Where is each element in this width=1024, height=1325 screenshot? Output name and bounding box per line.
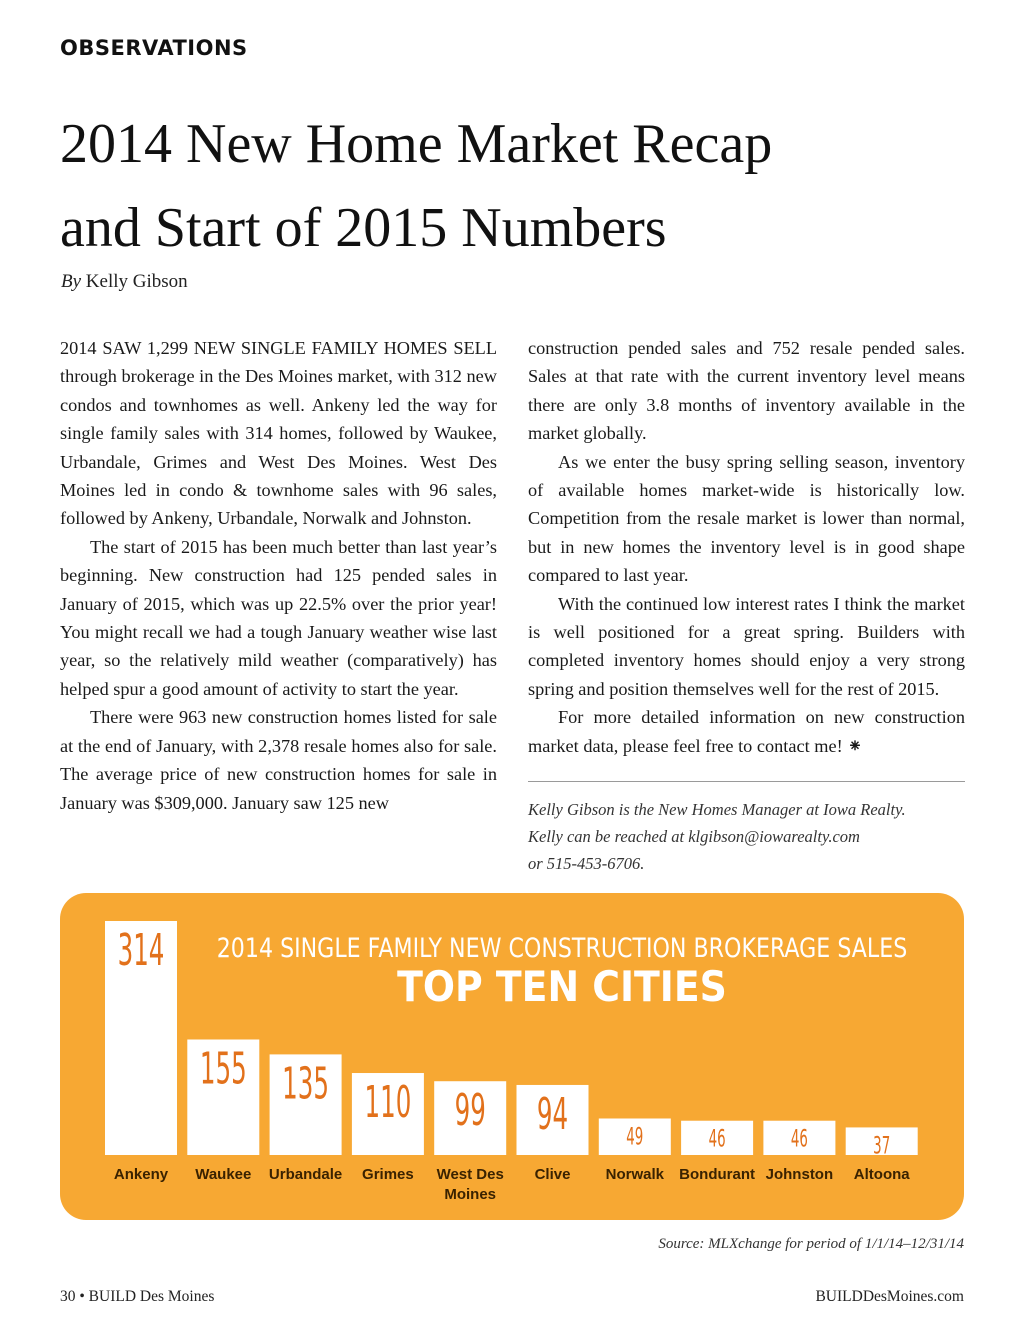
- byline: [61, 271, 188, 293]
- chart-title: 2014 SINGLE FAMILY NEW CONSTRUCTION BROKERAGE SALES: [216, 931, 908, 964]
- category-label: Altoona: [853, 1166, 910, 1183]
- byline-author: Kelly Gibson: [85, 271, 188, 292]
- category-label: Bondurant: [679, 1166, 756, 1183]
- headline-line-2: and Start of 2015 Numbers: [60, 197, 667, 259]
- article-paragraph: As we enter the busy spring selling season, inventory of available homes market-wide is historically low. Competition from the resale market is lower than normal, but in new homes the inventory level is in good shape compared to last year.: [528, 451, 965, 586]
- bio-divider: [528, 781, 965, 782]
- category-label: Johnston: [765, 1166, 834, 1183]
- bar-value-label: 99: [454, 1084, 486, 1137]
- category-label: Clive: [534, 1166, 571, 1183]
- bar-value-label: 135: [282, 1057, 330, 1110]
- article-paragraph: There were 963 new construction homes listed for sale at the end of January, with 2,378 resale homes also for sale. The average price of new construction homes for sale in January was $309,000. January saw 125 new: [60, 707, 497, 813]
- article-paragraph: 2014 SAW 1,299 NEW SINGLE FAMILY HOMES SELL through brokerage in the Des Moines market, with 312 new condos and townhomes as well. Ankeny led the way for single family sales with 314 homes, followed by Waukee, Urbandale, Grimes and West Des Moines. West Des Moines led in condo & townhome sales with 96 sales, followed by Ankeny, Urbandale, Norwalk and Johnston.: [60, 338, 497, 529]
- footer-website[interactable]: BUILDDesMoines.com: [815, 1288, 964, 1305]
- bio-line: or 515-453-6706.: [528, 854, 645, 873]
- category-label: West Des: [436, 1166, 504, 1183]
- bar-value-label: 110: [364, 1076, 412, 1128]
- category-label: Grimes: [362, 1166, 414, 1183]
- bar-value-label: 49: [626, 1121, 644, 1151]
- chart-source: Source: MLXchange for period of 1/1/14–12/31/14: [658, 1236, 964, 1252]
- article-paragraph: For more detailed information on new construction market data, please feel free to contact me! ⁕: [528, 707, 965, 756]
- category-label: Ankeny: [113, 1166, 169, 1183]
- sales-bar-chart: [60, 893, 964, 1220]
- bar-value-label: 46: [790, 1123, 808, 1153]
- bio-line[interactable]: Kelly can be reached at klgibson@iowarealty.com: [528, 827, 860, 846]
- article-headline: [60, 102, 960, 270]
- category-label: Norwalk: [605, 1166, 664, 1183]
- bar-value-label: 37: [873, 1130, 891, 1160]
- category-label: Waukee: [195, 1166, 252, 1183]
- bar-value-label: 94: [536, 1088, 569, 1140]
- bar-value-label: 314: [117, 924, 165, 976]
- headline-line-1: 2014 New Home Market Recap: [60, 113, 773, 175]
- footer-page-info: 30 • BUILD Des Moines: [60, 1288, 215, 1305]
- section-label: OBSERVATIONS: [60, 36, 248, 60]
- article-paragraph: construction pended sales and 752 resale pended sales. Sales at that rate with the current inventory level means there are only 3.8 months of inventory available in the market globally.: [528, 338, 965, 444]
- article-paragraph: The start of 2015 has been much better than last year’s beginning. New construction had 125 pended sales in January of 2015, which was up 22.5% over the prior year! You might recall we had a tough January weather wise last year, so the relatively mild weather (comparatively) has helped spur a good amount of activity to start the year.: [60, 536, 497, 699]
- article-column-left: [60, 334, 497, 817]
- author-bio: [528, 796, 965, 877]
- bio-line: Kelly Gibson is the New Homes Manager at Iowa Realty.: [528, 800, 906, 819]
- article-column-right: [528, 334, 965, 760]
- category-label: Moines: [444, 1186, 497, 1203]
- sales-chart-panel: [60, 893, 964, 1220]
- chart-subtitle: TOP TEN CITIES: [397, 963, 727, 1012]
- category-label: Urbandale: [268, 1166, 343, 1183]
- bar-value-label: 155: [199, 1042, 247, 1095]
- byline-prefix: By: [61, 271, 82, 292]
- bar-value-label: 46: [708, 1123, 726, 1153]
- article-paragraph: With the continued low interest rates I think the market is well positioned for a great spring. Builders with completed inventory homes should enjoy a very strong spring and position themselves well for the rest of 2015.: [528, 593, 965, 699]
